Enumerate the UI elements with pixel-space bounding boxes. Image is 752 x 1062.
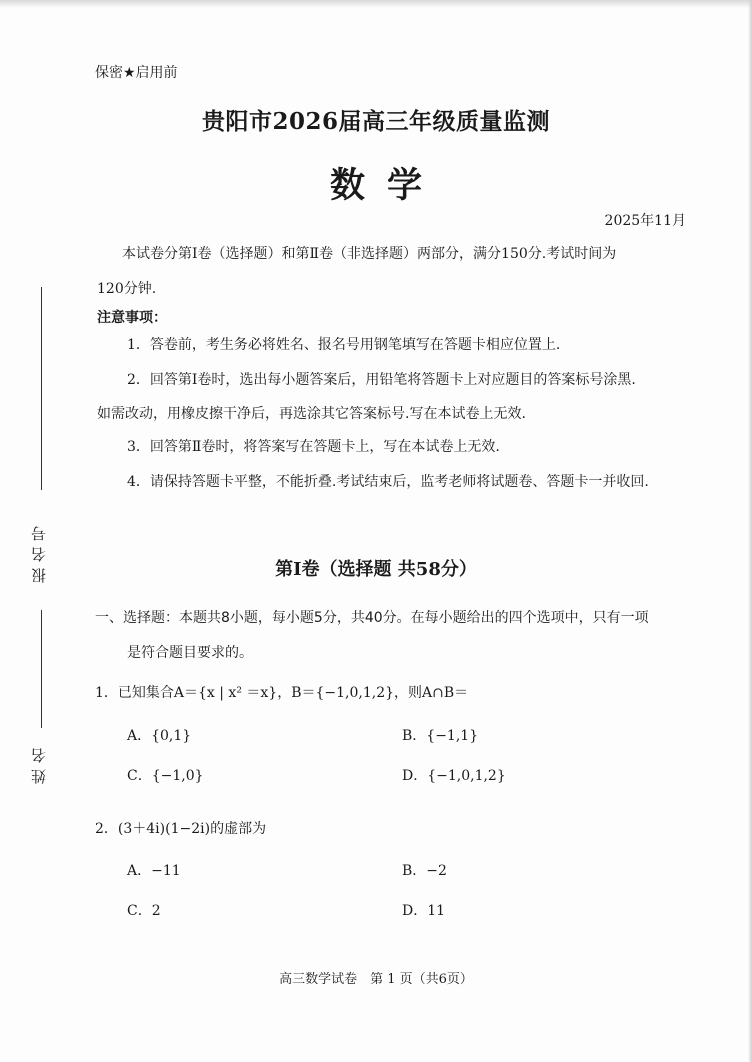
question-1-option-c: C．{−1,0} (127, 768, 204, 784)
notice-item-2-continued: 如需改动，用橡皮擦干净后，再选涂其它答案标号.写在本试卷上无效. (97, 406, 526, 422)
registration-number-label: 报名号 (30, 520, 48, 583)
section-instructions: 一、选择题：本题共8小题，每小题5分，共40分。在每小题给出的四个选项中，只有一项 (95, 610, 649, 626)
exam-title: 贵阳市2026届高三年级质量监测 (201, 108, 550, 135)
notice-item-4: 4．请保持答题卡平整，不能折叠.考试结束后，监考老师将试题卷、答题卡一并收回. (127, 474, 649, 490)
question-2-option-d: D．11 (402, 903, 446, 919)
notice-item-3: 3．回答第Ⅱ卷时，将答案写在答题卡上，写在本试卷上无效. (127, 439, 500, 455)
part-1-title: 第Ⅰ卷（选择题 共58分） (275, 559, 477, 580)
page-footer: 高三数学试卷 第 1 页（共6页） (279, 972, 473, 987)
question-2-option-a: A．−11 (127, 863, 181, 879)
question-1-stem: 1．已知集合A＝{x | x² ＝x}，B＝{−1,0,1,2}，则A∩B＝ (95, 685, 469, 701)
question-1-option-d: D．{−1,0,1,2} (402, 768, 506, 784)
notice-heading: 注意事项： (97, 310, 167, 326)
question-2-option-c: C．2 (127, 903, 161, 919)
name-label: 姓名 (30, 742, 48, 784)
question-2-stem: 2．(3＋4i)(1−2i)的虚部为 (95, 821, 267, 837)
notice-item-1: 1．答卷前，考生务必将姓名、报名号用钢笔填写在答题卡相应位置上. (127, 337, 561, 353)
section-instructions-continued: 是符合题目要求的。 (127, 645, 253, 661)
question-1-option-b: B．{−1,1} (402, 728, 479, 744)
notice-item-2: 2．回答第Ⅰ卷时，选出每小题答案后，用铅笔将答题卡上对应题目的答案标号涂黑. (127, 372, 636, 388)
exam-date: 2025年11月 (604, 213, 686, 229)
registration-number-line (41, 287, 42, 490)
name-line (41, 610, 42, 728)
question-2-option-b: B．−2 (402, 863, 447, 879)
intro-line-2: 120分钟. (97, 281, 157, 297)
question-1-option-a: A．{0,1} (127, 728, 192, 744)
confidential-mark: 保密★启用前 (95, 65, 178, 81)
subject-title: 数学 (329, 165, 444, 206)
scan-shadow-top (0, 0, 752, 8)
intro-line-1: 本试卷分第Ⅰ卷（选择题）和第Ⅱ卷（非选择题）两部分，满分150分.考试时间为 (122, 246, 617, 262)
